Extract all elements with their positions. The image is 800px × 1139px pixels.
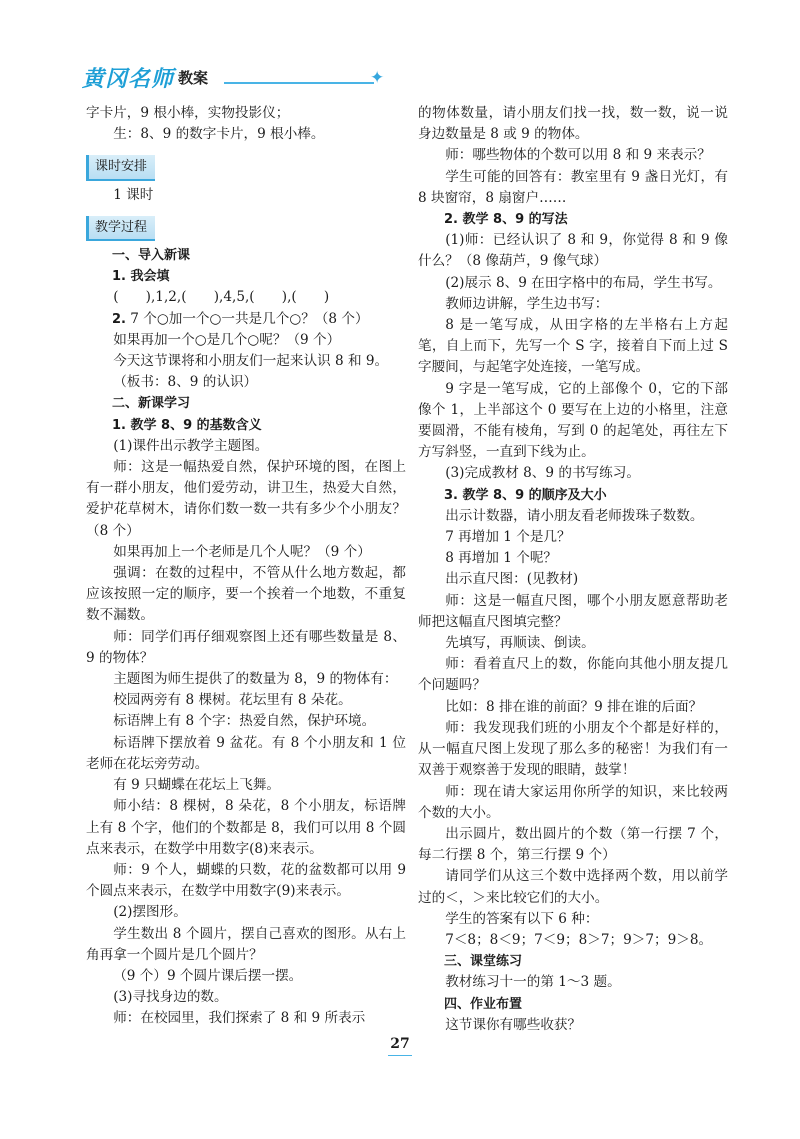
page-number: 27 — [390, 1036, 410, 1052]
paragraph: 8 是一笔写成，从田字格的左半格右上方起笔，自上而下，先写一个 S 字，接着自下而上过 S 字腰间，与起笔字处连接，一笔写成。 — [418, 317, 728, 376]
subheading: 3. 教学 8、9 的顺序及大小 — [444, 487, 607, 503]
paragraph: 师：9 个人，蝴蝶的只数，花的盆数都可以用 9 个圆点来表示，在数学中用数字(9)来表示。 — [86, 861, 406, 900]
paragraph: 师：哪些物体的个数可以用 8 和 9 来表示？ — [445, 147, 711, 164]
paragraph: 教师边讲解，学生边书写： — [445, 295, 609, 312]
header-divider-line — [224, 82, 374, 84]
paragraph: 教材练习十一的第 1～3 题。 — [445, 974, 621, 991]
paragraph: 出示计数器，请小朋友看老师拨珠子数数。 — [445, 507, 704, 524]
paragraph: 7＜8；8＜9；7＜9；8＞7；9＞7；9＞8。 — [445, 931, 713, 948]
paragraph: 如果再加上一个老师是几个人呢？（9 个） — [113, 543, 371, 560]
paragraph: 师：看着直尺上的数，你能向其他小朋友提几个问题吗？ — [418, 656, 728, 694]
paragraph: 出示直尺图：(见教材) — [445, 571, 579, 588]
right-column — [418, 103, 728, 1036]
paragraph: 先填写，再顺读、倒读。 — [445, 635, 595, 652]
paragraph: 强调：在数的过程中，不管从什么地方数起，都应该按照一定的顺序，要一个挨着一个地数，不重复数不漏数。 — [86, 565, 406, 624]
paragraph: （板书：8、9 的认识） — [113, 374, 258, 391]
paragraph: (3)寻找身边的数。 — [113, 989, 228, 1006]
paragraph: 8 再增加 1 个呢？ — [445, 550, 558, 567]
paragraph: 校园两旁有 8 棵树。花坛里有 8 朵花。 — [113, 692, 352, 709]
section-heading: 三、课堂练习 — [444, 954, 523, 970]
paragraph: 主题图为师生提供了的数量为 8，9 的物体有： — [113, 671, 398, 688]
paragraph: 7 再增加 1 个是几？ — [445, 529, 571, 546]
paragraph: 师小结：8 棵树，8 朵花，8 个小朋友，标语牌上有 8 个字，他们的个数都是 8，我们可以用 8 个圆点来表示，在数学中用数字(8)来表示。 — [86, 798, 406, 857]
paragraph: 标语牌上有 8 个字：热爱自然，保护环境。 — [113, 713, 376, 730]
sparkle-icon: ✦ — [370, 68, 385, 88]
paragraph: 有 9 只蝴蝶在花坛上飞舞。 — [113, 777, 281, 794]
paragraph: (3)完成教材 8、9 的书写练习。 — [445, 465, 640, 482]
page-number-underline — [388, 1055, 412, 1056]
paragraph: 学生可能的回答有：教室里有 9 盏日光灯，有 8 块窗帘，8 扇窗户…… — [418, 168, 728, 206]
paragraph: 字卡片，9 根小棒，实物投影仪； — [86, 105, 290, 121]
paragraph: 生：8、9 的数字卡片，9 根小棒。 — [113, 126, 325, 143]
question-text: 7 个○加一个○一共是几个○？（8 个） — [125, 310, 369, 327]
paragraph: (1)课件出示教学主题图。 — [113, 437, 269, 454]
paragraph: (1)师：已经认识了 8 和 9，你觉得 8 和 9 像什么？（8 像葫芦，9 像气球） — [418, 232, 728, 270]
question-number: 2. — [112, 311, 126, 327]
paragraph: 比如：8 排在谁的前面？9 排在谁的后面？ — [445, 698, 703, 715]
section-heading: 四、作业布置 — [444, 996, 523, 1012]
paragraph: (2)展示 8、9 在田字格中的布局，学生书写。 — [445, 274, 722, 291]
paragraph: 师：这是一幅直尺图，哪个小朋友愿意帮助老师把这幅直尺图填完整？ — [418, 592, 728, 630]
paragraph: 师：在校园里，我们探索了 8 和 9 所表示 — [113, 1010, 366, 1027]
brand-logo-text: 黄冈名师 — [82, 67, 175, 92]
section-heading: 二、新课学习 — [112, 396, 191, 412]
paragraph: 师：这是一幅热爱自然，保护环境的图，在图上有一群小朋友，他们爱劳动，讲卫生，热爱大自然，爱护花草树木，请你们数一数一共有多少个小朋友？（8 个） — [86, 459, 406, 539]
paragraph: 这节课你有哪些收获？ — [445, 1016, 582, 1033]
left-column — [86, 103, 406, 1030]
section-label-process: 教学过程 — [86, 216, 155, 241]
section-heading: 一、导入新课 — [112, 248, 191, 264]
paragraph: 师：现在请大家运用你所学的知识，来比较两个数的大小。 — [418, 783, 728, 821]
paragraph: 9 字是一笔写成，它的上部像个 0，它的下部像个 1，上半部这个 0 要写在上边的小格里，注意要圆滑，不能有棱角，写到 0 的起笔处，再往左下方写斜竖，一直到下线为止。 — [418, 380, 728, 461]
paragraph: 今天这节课将和小朋友们一起来认识 8 和 9。 — [113, 353, 389, 370]
paragraph: 的物体数量，请小朋友们找一找，数一数，说一说身边数量是 8 或 9 的物体。 — [418, 105, 728, 143]
question — [86, 309, 406, 330]
fill-in-blanks: ( ),1,2,( ),4,5,( ),( ) — [113, 289, 330, 306]
paragraph: 请同学们从这三个数中选择两个数，用以前学过的＜，＞来比较它们的大小。 — [418, 868, 728, 906]
paragraph: (2)摆图形。 — [113, 904, 187, 921]
paragraph: 师：我发现我们班的小朋友个个都是好样的，从一幅直尺图上发现了那么多的秘密！为我们有一双善于观察善于发现的眼睛，鼓掌！ — [418, 719, 728, 779]
subheading: 1. 我会填 — [112, 269, 170, 285]
page-header — [82, 62, 722, 92]
subheading: 1. 教学 8、9 的基数含义 — [112, 417, 262, 433]
paragraph: 学生数出 8 个圆片，摆自己喜欢的图形。从右上角再拿一个圆片是几个圆片？ — [86, 925, 406, 963]
section-label-schedule: 课时安排 — [86, 155, 155, 180]
paragraph: （9 个）9 个圆片课后摆一摆。 — [113, 967, 303, 984]
paragraph: 标语牌下摆放着 9 盆花。有 8 个小朋友和 1 位老师在花坛旁劳动。 — [86, 734, 406, 772]
paragraph: 如果再加一个○是几个○呢？（9 个） — [113, 331, 341, 348]
subheading: 2. 教学 8、9 的写法 — [444, 212, 568, 228]
brand-subtitle: 教案 — [178, 69, 209, 87]
paragraph: 出示圆片，数出圆片的个数（第一行摆 7 个，每二行摆 8 个，第三行摆 9 个） — [418, 825, 728, 864]
paragraph: 学生的答案有以下 6 种： — [445, 910, 599, 927]
paragraph: 1 课时 — [113, 186, 154, 203]
paragraph: 师：同学们再仔细观察图上还有哪些数量是 8、9 的物体？ — [86, 628, 406, 666]
